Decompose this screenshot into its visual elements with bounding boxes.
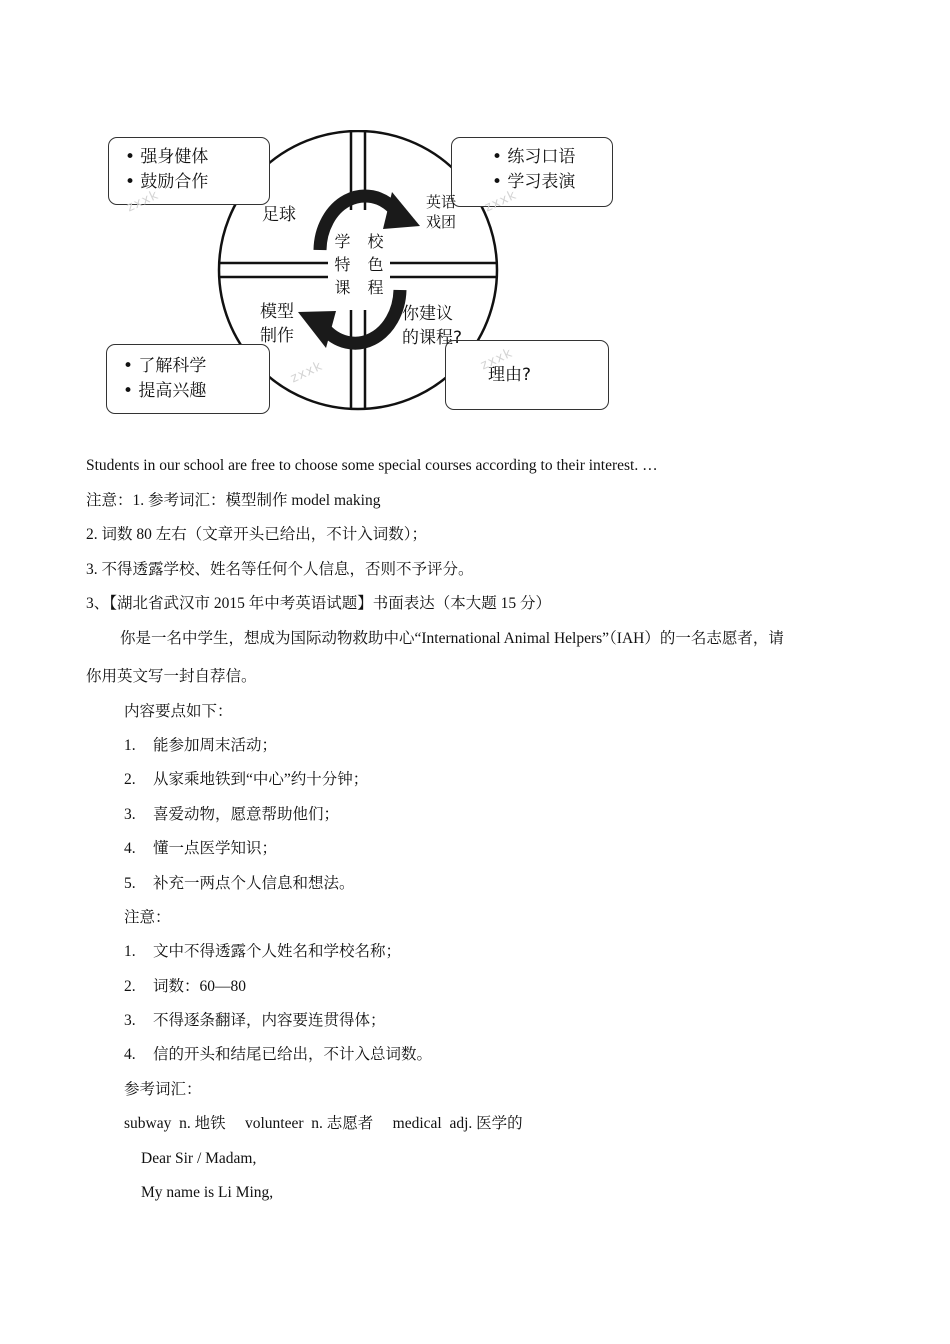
- label-your-suggest: 你建议: [402, 304, 453, 324]
- label-making: 制作: [260, 326, 294, 346]
- note-item: [124, 1045, 432, 1065]
- point-num: 4.: [124, 840, 136, 857]
- note-num: 3.: [124, 1012, 136, 1029]
- point-text: 喜爱动物，愿意帮助他们；: [153, 806, 340, 823]
- note-item: [124, 1011, 386, 1031]
- label-model-making: [260, 300, 294, 348]
- note-line-3: 3. 不得透露学校、姓名等任何个人信息，否则不予评分。: [86, 561, 474, 578]
- letter-salutation: Dear Sir / Madam,: [141, 1150, 257, 1167]
- box-top-right: [451, 137, 613, 207]
- note-text: 文中不得透露个人姓名和学校名称；: [153, 943, 402, 960]
- point-item: [124, 839, 277, 859]
- point-num: 2.: [124, 771, 136, 788]
- notes-heading: 注意：: [124, 909, 171, 926]
- point-item: [124, 874, 355, 894]
- note-num: 1.: [124, 943, 136, 960]
- question-3-para-line1: 你是一名中学生，想成为国际动物救助中心“International Animal Helpers”（IAH）的一名志愿者，请: [120, 630, 784, 647]
- label-your-course: [402, 302, 462, 350]
- point-num: 1.: [124, 737, 136, 754]
- point-num: 5.: [124, 875, 136, 892]
- box-tl-line2: • 鼓励合作: [125, 172, 209, 192]
- note-text: 信的开头和结尾已给出，不计入总词数。: [153, 1046, 433, 1063]
- label-english: 英语: [426, 193, 457, 211]
- label-course: 的课程?: [402, 328, 463, 348]
- watermark-3: zxxk: [288, 358, 326, 387]
- letter-opening: My name is Li Ming,: [141, 1184, 274, 1201]
- box-tr-line1: • 练习口语: [492, 147, 576, 167]
- note-line-1: 注意：1. 参考词汇：模型制作 model making: [86, 492, 381, 509]
- question-3-para-line2: 你用英文写一封自荐信。: [86, 668, 257, 685]
- point-item: [124, 805, 339, 825]
- label-football: 足球: [262, 205, 296, 225]
- box-br-line1: 理由?: [488, 365, 532, 385]
- note-item: [124, 977, 246, 997]
- watermark-4: zxxk: [478, 345, 516, 374]
- center-line2: 特 色: [334, 255, 390, 274]
- box-bottom-left: [106, 344, 270, 414]
- point-text: 懂一点医学知识；: [153, 840, 278, 857]
- point-text: 能参加周末活动；: [153, 737, 278, 754]
- question-3-title: 3、【湖北省武汉市 2015 年中考英语试题】书面表达（本大题 15 分）: [86, 595, 552, 612]
- center-line1: 学 校: [334, 232, 390, 251]
- note-text: 词数：60—80: [153, 978, 247, 995]
- label-english-drama: [426, 192, 456, 232]
- box-bl-line2: • 提高兴趣: [123, 381, 207, 401]
- vocab-heading: 参考词汇：: [124, 1081, 202, 1098]
- intro-sentence: Students in our school are free to choose some special courses according to their interest. …: [86, 457, 658, 474]
- watermark-1: zxxk: [124, 187, 162, 216]
- point-text: 补充一两点个人信息和想法。: [153, 875, 355, 892]
- label-model: 模型: [260, 302, 294, 322]
- box-bl-line1: • 了解科学: [123, 356, 207, 376]
- vocab-list: subway n. 地铁 volunteer n. 志愿者 medical adj. 医学的: [124, 1115, 523, 1132]
- note-num: 4.: [124, 1046, 136, 1063]
- note-line-2: 2. 词数 80 左右（文章开头已给出，不计入词数）；: [86, 526, 428, 543]
- watermark-2: zxxk: [482, 187, 520, 216]
- note-item: [124, 942, 401, 962]
- label-drama-club: 戏团: [426, 213, 457, 231]
- points-heading: 内容要点如下：: [124, 703, 233, 720]
- note-num: 2.: [124, 978, 136, 995]
- course-diagram: [100, 130, 645, 420]
- center-line3: 课 程: [334, 278, 390, 297]
- center-label: [332, 230, 392, 299]
- point-item: [124, 770, 368, 790]
- point-item: [124, 736, 277, 756]
- note-text: 不得逐条翻译，内容要连贯得体；: [153, 1012, 386, 1029]
- point-text: 从家乘地铁到“中心”约十分钟；: [153, 771, 369, 788]
- box-tr-line2: • 学习表演: [492, 172, 576, 192]
- point-num: 3.: [124, 806, 136, 823]
- box-bottom-right: [445, 340, 609, 410]
- box-tl-line1: • 强身健体: [125, 147, 209, 167]
- box-top-left: [108, 137, 270, 205]
